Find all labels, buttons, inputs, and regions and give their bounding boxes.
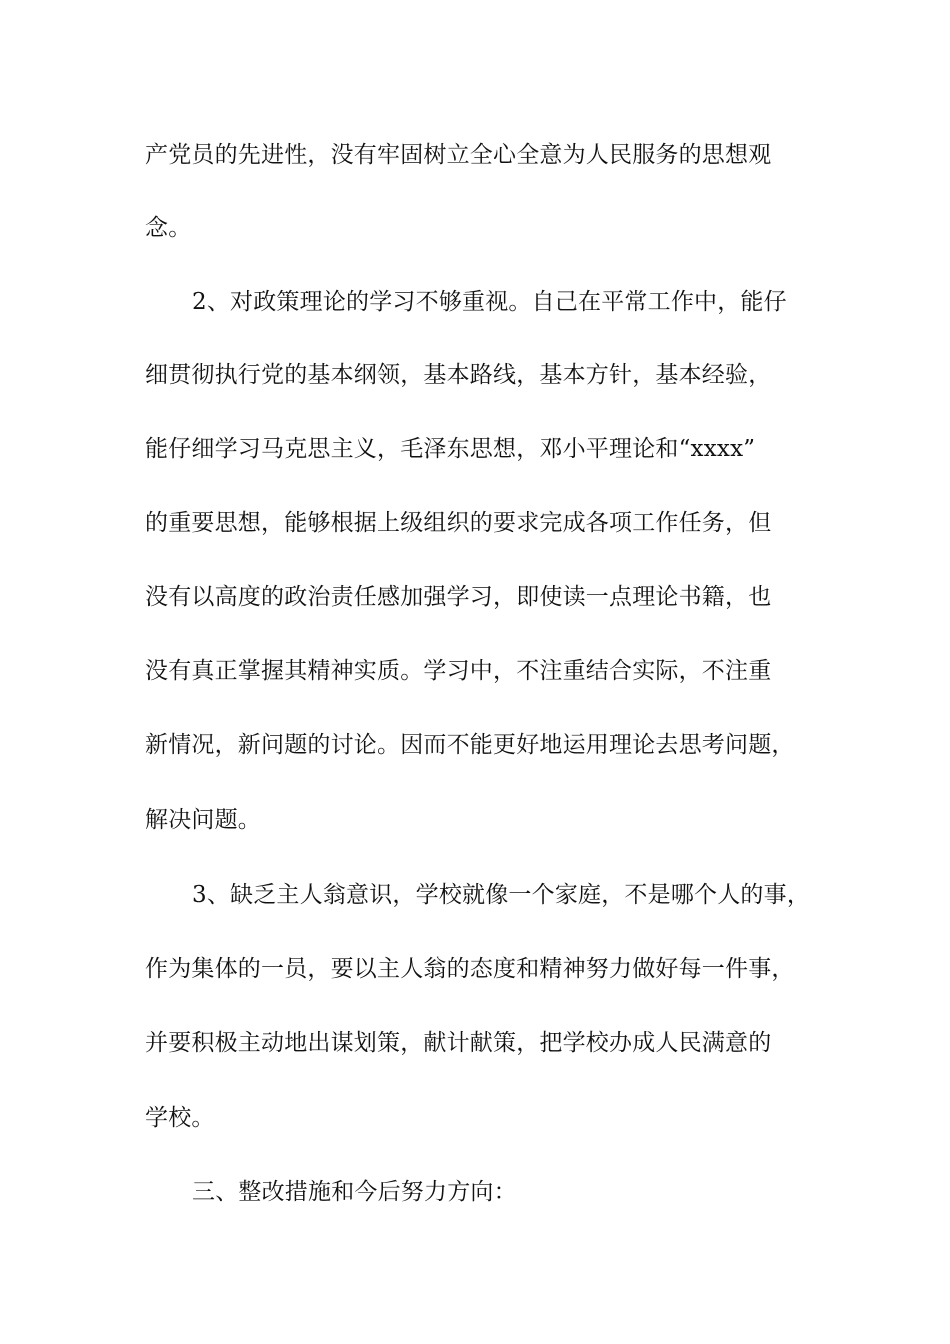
text-line: 产党员的先进性，没有牢固树立全心全意为人民服务的思想观 xyxy=(145,142,772,168)
text-line: 解决问题。 xyxy=(145,807,261,833)
paragraph-start-line: 2、对政策理论的学习不够重视。自己在平常工作中，能仔 xyxy=(192,289,787,315)
paragraph-start-line: 3、缺乏主人翁意识，学校就像一个家庭，不是哪个人的事， xyxy=(192,882,811,908)
text-line: 没有以高度的政治责任感加强学习，即使读一点理论书籍，也 xyxy=(145,584,772,610)
text-line: 能仔细学习马克思主义，毛泽东思想，邓小平理论和“xxxx” xyxy=(145,436,756,462)
text-line: 新情况，新问题的讨论。因而不能更好地运用理论去思考问题， xyxy=(145,732,795,758)
section-heading: 三、整改措施和今后努力方向： xyxy=(192,1179,517,1205)
text-line: 没有真正掌握其精神实质。学习中，不注重结合实际，不注重 xyxy=(145,658,772,684)
text-line: 并要积极主动地出谋划策，献计献策，把学校办成人民满意的 xyxy=(145,1030,772,1056)
text-line: 的重要思想，能够根据上级组织的要求完成各项工作任务，但 xyxy=(145,510,772,536)
text-line: 作为集体的一员，要以主人翁的态度和精神努力做好每一件事， xyxy=(145,956,795,982)
text-line: 细贯彻执行党的基本纲领，基本路线，基本方针，基本经验， xyxy=(145,362,772,388)
text-line: 学校。 xyxy=(145,1105,215,1131)
text-line: 念。 xyxy=(145,215,192,241)
